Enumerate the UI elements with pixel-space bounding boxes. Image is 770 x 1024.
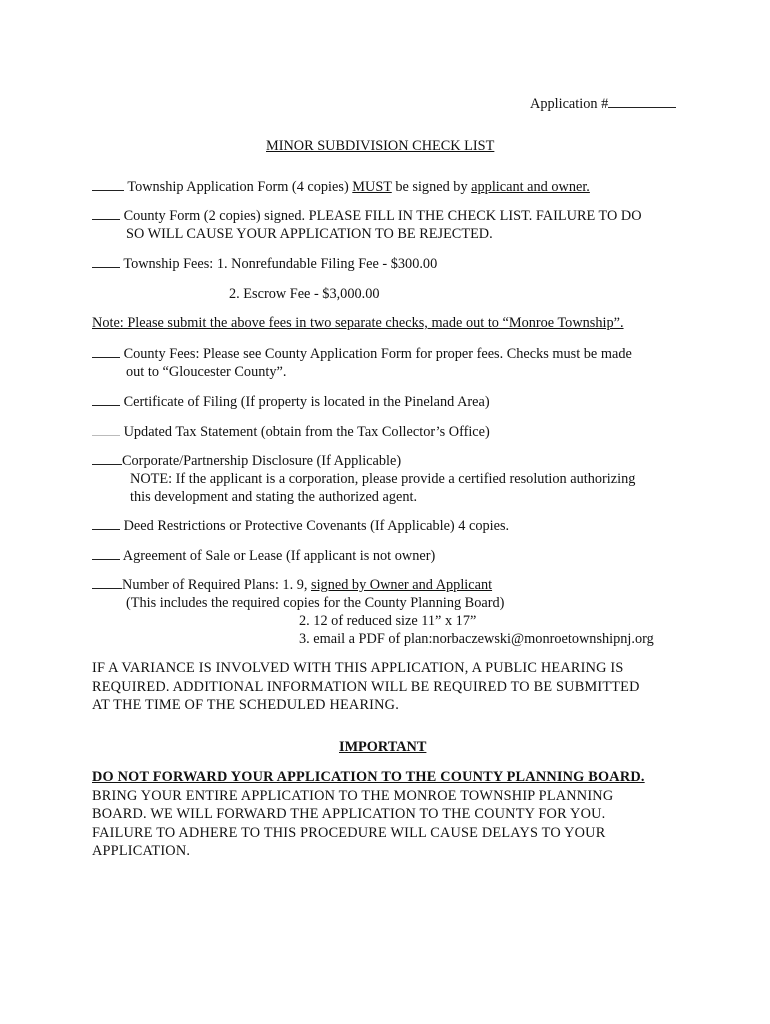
check-blank: [92, 405, 120, 406]
check-blank: [92, 219, 120, 220]
item-text: County Form (2 copies) signed. PLEASE FILL IN THE CHECK LIST. FAILURE TO DO: [123, 208, 642, 224]
item-text: Number of Required Plans: 1. 9,: [122, 577, 312, 593]
checklist-item-deed: [92, 517, 692, 535]
check-blank: [92, 190, 124, 191]
paragraph-line: BOARD. WE WILL FORWARD THE APPLICATION TO THE COUNTY FOR YOU.: [92, 806, 606, 822]
application-number: [530, 95, 676, 113]
checklist-item-tax-statement: [92, 423, 692, 441]
item-emphasis: applicant and owner.: [471, 179, 590, 195]
item-text: Agreement of Sale or Lease (If applicant is not owner): [122, 548, 436, 564]
paragraph-line: APPLICATION.: [92, 843, 191, 859]
check-blank: [92, 464, 122, 465]
item-text: out to “Gloucester County”.: [126, 364, 287, 380]
application-number-blank: [608, 107, 676, 108]
item-text: Updated Tax Statement (obtain from the Tax Collector’s Office): [123, 424, 490, 440]
variance-paragraph: [92, 659, 640, 715]
important-paragraph: [92, 768, 645, 861]
important-heading: IMPORTANT: [339, 739, 427, 755]
page-title: MINOR SUBDIVISION CHECK LIST: [266, 138, 495, 154]
checklist-item-disclosure: [92, 452, 692, 506]
item-text: County Fees: Please see County Application Form for proper fees. Checks must be made: [123, 346, 632, 362]
paragraph-line: AT THE TIME OF THE SCHEDULED HEARING.: [92, 697, 399, 713]
paragraph-line: BRING YOUR ENTIRE APPLICATION TO THE MONROE TOWNSHIP PLANNING: [92, 787, 614, 804]
item-emphasis: signed by Owner and Applicant: [311, 577, 493, 593]
checklist-item-township-form: [92, 178, 692, 196]
item-text: SO WILL CAUSE YOUR APPLICATION TO BE REJECTED.: [126, 226, 493, 242]
fees-note: Note: Please submit the above fees in two separate checks, made out to “Monroe Township”.: [92, 315, 624, 331]
check-blank: [92, 435, 120, 436]
item-emphasis: MUST: [352, 179, 392, 195]
item-text: Deed Restrictions or Protective Covenants (If Applicable) 4 copies.: [123, 518, 510, 534]
paragraph-line: FAILURE TO ADHERE TO THIS PROCEDURE WILL CAUSE DELAYS TO YOUR: [92, 824, 606, 841]
item-text: Township Application Form (4 copies): [127, 179, 353, 195]
checklist-item-county-form: [92, 207, 692, 243]
escrow-fee: 2. Escrow Fee - $3,000.00: [229, 286, 380, 302]
checklist-item-township-fees: [92, 255, 692, 273]
check-blank: [92, 267, 120, 268]
check-blank: [92, 559, 120, 560]
item-text: Certificate of Filing (If property is located in the Pineland Area): [123, 394, 490, 410]
item-text: (This includes the required copies for the County Planning Board): [126, 595, 505, 611]
paragraph-line: REQUIRED. ADDITIONAL INFORMATION WILL BE REQUIRED TO BE SUBMITTED: [92, 678, 640, 695]
item-text: Township Fees: 1. Nonrefundable Filing Fee - $300.00: [123, 256, 438, 272]
checklist-item-plans: [92, 576, 692, 612]
plans-reduced: 2. 12 of reduced size 11” x 17”: [299, 613, 477, 629]
check-blank: [92, 529, 120, 530]
item-text: this development and stating the authorized agent.: [130, 489, 418, 505]
item-text: be signed by: [391, 179, 472, 195]
important-warning: DO NOT FORWARD YOUR APPLICATION TO THE COUNTY PLANNING BOARD.: [92, 769, 645, 785]
plans-email: 3. email a PDF of plan:norbaczewski@monroetownshipnj.org: [299, 631, 654, 647]
checklist-item-county-fees: [92, 345, 692, 381]
paragraph-line: IF A VARIANCE IS INVOLVED WITH THIS APPLICATION, A PUBLIC HEARING IS: [92, 660, 624, 676]
item-text: NOTE: If the applicant is a corporation, please provide a certified resolution authorizing: [130, 471, 636, 487]
check-blank: [92, 588, 122, 589]
item-text: Corporate/Partnership Disclosure (If Applicable): [122, 453, 402, 469]
checklist-item-agreement: [92, 547, 692, 565]
checklist-item-certificate: [92, 393, 692, 411]
application-number-label: Application #: [530, 96, 609, 112]
check-blank: [92, 357, 120, 358]
